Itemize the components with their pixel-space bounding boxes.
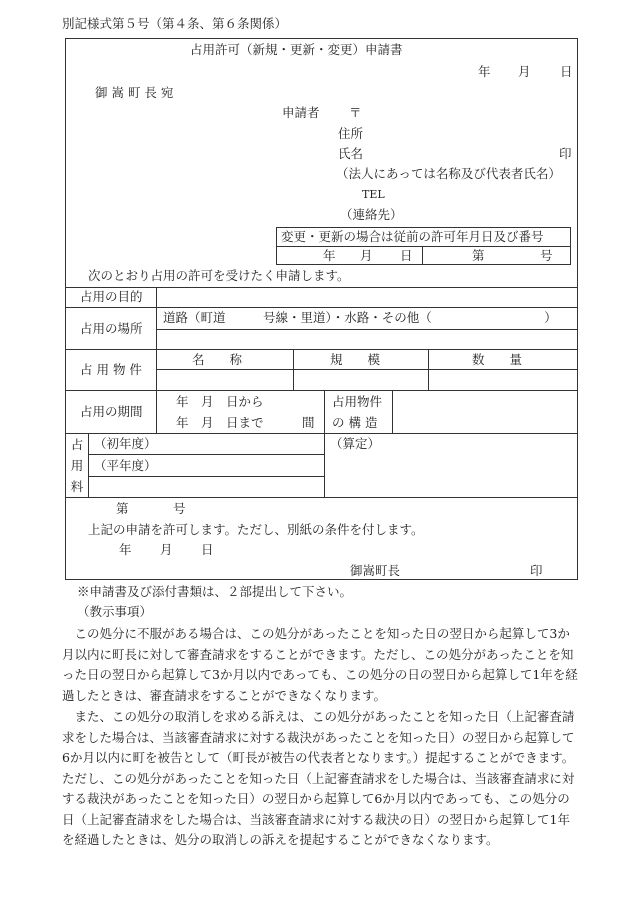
row-line bbox=[156, 369, 578, 370]
approval-month: 月 bbox=[160, 542, 173, 557]
place-label: 占用の場所 bbox=[80, 321, 143, 336]
row-line bbox=[88, 476, 324, 477]
fee-label-char: 料 bbox=[70, 479, 84, 494]
purpose-label: 占用の目的 bbox=[80, 289, 143, 304]
form-title: 占用許可（新規・更新・変更）申請書 bbox=[190, 42, 403, 57]
prior-no-suffix: 号 bbox=[540, 248, 553, 263]
row-line bbox=[65, 433, 578, 434]
instruction-header: （教示事項） bbox=[77, 604, 153, 619]
col-divider bbox=[324, 390, 325, 497]
postal-mark: 〒 bbox=[349, 105, 362, 120]
objects-label: 占 用 物 件 bbox=[80, 362, 142, 377]
date-year: 年 bbox=[478, 64, 491, 79]
label-col-divider bbox=[156, 287, 157, 433]
application-form-frame bbox=[65, 38, 578, 580]
prior-month: 月 bbox=[360, 248, 373, 263]
structure-label-line2: の 構 造 bbox=[332, 415, 378, 430]
fee-first-year: （初年度） bbox=[94, 436, 157, 451]
instruction-paragraph-1: この処分に不服がある場合は、この処分があったことを知った日の翌日から起算して3か月以内に町長に対して審査請求をすることができます。ただし、この処分があったことを知った日の翌日から起算して3か月以内であっても、この処分の日の翌日から起算して1年を経過したときは、審査請求をすることができなくなります。 bbox=[62, 626, 578, 703]
row-line bbox=[88, 454, 324, 455]
copies-note: ※申請書及び添付書類は、２部提出して下さい。 bbox=[77, 584, 353, 599]
approval-no-prefix: 第 bbox=[116, 501, 129, 516]
form-number-label: 別記様式第５号（第４条、第６条関係） bbox=[62, 16, 288, 31]
address-label: 住所 bbox=[338, 126, 364, 141]
approval-no-suffix: 号 bbox=[173, 501, 186, 516]
prior-permit-col-divider bbox=[422, 246, 423, 265]
row-line bbox=[65, 307, 578, 308]
prior-permit-divider bbox=[276, 246, 571, 247]
approval-seal-mark: 印 bbox=[530, 563, 543, 578]
col-divider bbox=[392, 390, 393, 433]
tel-label: TEL bbox=[362, 188, 385, 201]
period-label: 占用の期間 bbox=[80, 404, 143, 419]
calc-label: （算定） bbox=[330, 436, 381, 451]
corporation-note: （法人にあっては名称及び代表者氏名） bbox=[336, 166, 561, 181]
col-header-name: 名 称 bbox=[192, 352, 243, 367]
applicant-label: 申請者 bbox=[282, 105, 320, 120]
approval-year: 年 bbox=[119, 542, 132, 557]
addressee: 御 嵩 町 長 宛 bbox=[95, 85, 174, 100]
period-span: 間 bbox=[302, 415, 315, 430]
contact-label: （連絡先） bbox=[340, 207, 403, 222]
approval-issuer: 御嵩町長 bbox=[350, 563, 401, 578]
approval-day: 日 bbox=[201, 542, 214, 557]
prior-no-prefix: 第 bbox=[472, 248, 485, 263]
row-line bbox=[65, 497, 578, 498]
instruction-paragraph-2: また、この処分の取消しを求める訴えは、この処分があったことを知った日（上記審査請求をした場合は、当該審査請求に対する裁決があったことを知った日）の翌日から起算して6か月以内に町を被告として（町長が被告の代表者となります。）提起することができます。ただし、この処分があったことを知った日（上記審査請求をした場合は、当該審査請求に対する裁決があったことを知った日）の翌日から起算して6か月以内であっても、この処分の日（上記審査請求をした場合は、当該審査請求に対する裁決の日）の翌日から起算して1年を経過したときは、処分の取消しの訴えを提起することができなくなります。 bbox=[62, 709, 575, 847]
row-line bbox=[65, 349, 578, 350]
fee-col-divider bbox=[88, 433, 89, 497]
row-line bbox=[65, 390, 578, 391]
period-to: 年 月 日まで bbox=[176, 415, 264, 430]
prior-day: 日 bbox=[400, 248, 413, 263]
name-label: 氏名 bbox=[338, 146, 364, 161]
row-line bbox=[156, 329, 578, 330]
applicant-seal-mark: 印 bbox=[559, 146, 572, 161]
request-text: 次のとおり占用の許可を受けたく申請します。 bbox=[88, 268, 350, 283]
approval-text: 上記の申請を許可します。ただし、別紙の条件を付します。 bbox=[88, 522, 424, 537]
place-options: 道路（町道 号線・里道）・水路・その他（ ） bbox=[163, 310, 557, 325]
fee-label-char: 用 bbox=[70, 458, 84, 473]
col-divider bbox=[428, 349, 429, 390]
col-divider bbox=[293, 349, 294, 390]
date-month: 月 bbox=[518, 64, 531, 79]
prior-year: 年 bbox=[323, 248, 336, 263]
structure-label-line1: 占用物件 bbox=[332, 394, 383, 409]
fee-normal-year: （平年度） bbox=[94, 458, 157, 473]
fee-label-char: 占 bbox=[70, 437, 84, 452]
prior-permit-header: 変更・更新の場合は従前の許可年月日及び番号 bbox=[281, 229, 544, 244]
table-top-line bbox=[65, 287, 578, 288]
date-day: 日 bbox=[560, 64, 573, 79]
col-header-quantity: 数 量 bbox=[472, 352, 523, 367]
fee-label-vertical bbox=[70, 434, 84, 497]
period-from: 年 月 日から bbox=[176, 394, 264, 409]
col-header-scale: 規 模 bbox=[330, 352, 381, 367]
